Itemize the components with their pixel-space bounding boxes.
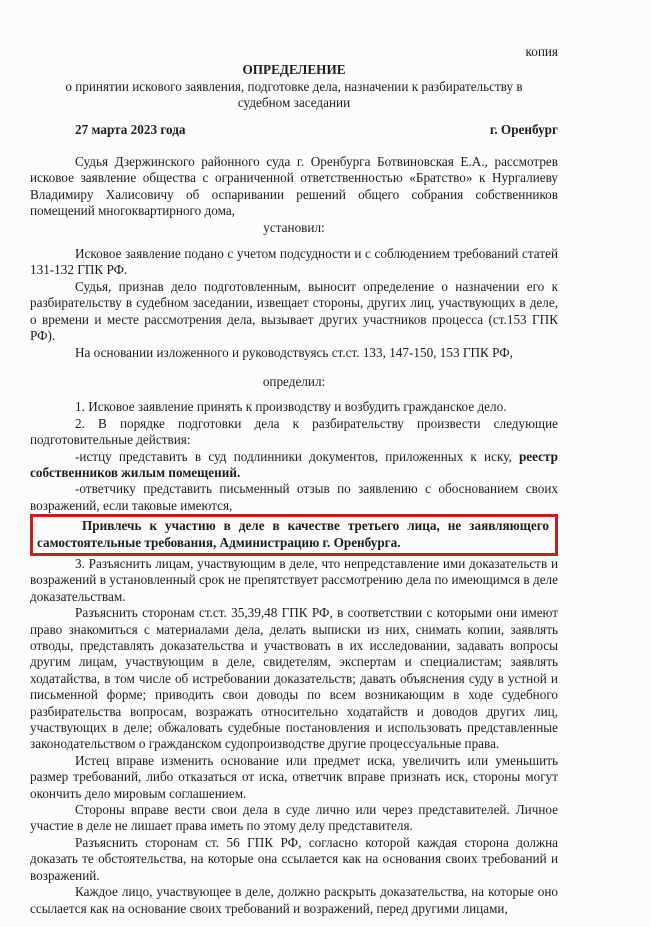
copy-label: копия	[525, 44, 558, 59]
ustanovil-heading: установил:	[263, 219, 325, 235]
document-city: г. Оренбург	[489, 121, 558, 137]
legal-basis-paragraph: На основании изложенного и руководствуясь ст.ст. 133, 147-150, 153 ГПК РФ,	[75, 344, 513, 360]
plaintiff-instruction: -истцу представить в суд подлинники документов, приложенных к иску,	[75, 448, 519, 464]
third-party-highlight-box: Привлечь к участию в деле в качестве третьего лица, не заявляющего самостоятельные требования, Администрацию г. Оренбурга.	[30, 514, 558, 556]
opredelil-heading: определил:	[262, 373, 326, 389]
ruling-item-2b: -ответчику представить письменный отзыв по заявлению с обоснованием своих возражений, если таковые имеются,	[30, 481, 558, 513]
case-prepared-paragraph: Судья, признав дело подготовленным, выносит определение о назначении его к разбирательству в судебном заседании, извещает стороны, других лиц, участвующих в деле, о времени и месте рассмотрения дела, вызывает других участников процесса (ст.153 ГПК РФ).	[30, 278, 558, 344]
ruling-item-2a	[30, 449, 558, 482]
jurisdiction-paragraph: Исковое заявление подано с учетом подсудности и с соблюдением требований статей 131-132 ГПК РФ.	[30, 246, 558, 278]
claim-change-paragraph: Истец вправе изменить основание или предмет иска, увеличить или уменьшить размер требований, либо отказаться от иска, ответчик вправе признать иск, стороны могут окончить дело мировым соглашением.	[30, 752, 558, 801]
disclosure-paragraph: Каждое лицо, участвующее в деле, должно раскрыть доказательства, на которые оно ссылается как на основание своих требований и возражений, перед другими лицами,	[30, 884, 558, 916]
ruling-item-2: 2. В порядке подготовки дела к разбирательству произвести следующие подготовительные действия:	[30, 415, 558, 448]
intro-paragraph: Судья Дзержинского районного суда г. Оренбурга Ботвиновская Е.А., рассмотрев исковое заявление общества с ограниченной ответственностью «Братство» к Нургалиеву Владимиру Халисовичу об оспаривании решений общего собрания собственников помещений многоквартирного дома,	[30, 154, 558, 219]
burden-of-proof-paragraph: Разъяснить сторонам ст. 56 ГПК РФ, согласно которой каждая сторона должна доказать те обстоятельства, на которые она ссылается как на основания своих требований и возражений.	[30, 834, 558, 883]
representation-paragraph: Стороны вправе вести свои дела в суде лично или через представителей. Личное участие в деле не лишает права иметь по этому делу представителя.	[30, 802, 558, 834]
date-row	[30, 122, 558, 138]
plaintiff-instruction-bold: реестр собственников жилым помещений.	[30, 448, 558, 480]
document-date: 27 марта 2023 года	[75, 121, 186, 137]
ruling-item-1: 1. Исковое заявление принять к производству и возбудить гражданское дело.	[75, 399, 507, 415]
parties-rights-paragraph: Разъяснить сторонам ст.ст. 35,39,48 ГПК РФ, в соответствии с которыми они имеют право знакомиться с материалами дела, делать выписки из них, снимать копии, заявлять отводы, представлять доказательства и участвовать в их исследовании, задавать вопросы другим лицам, участвующим в деле, свидетелям, экспертам и специалистам; заявлять ходатайства, в том числе об истребовании доказательств; давать объяснения суду в устной и письменной форме; приводить свои доводы по всем возникающим в ходе судебного разбирательства вопросам, возражать относительно ходатайств и доводов других лиц, участвующих в деле; обжаловать судебные постановления и использовать представленные законодательством о гражданском судопроизводстве другие процессуальные права.	[30, 605, 558, 752]
document-subtitle: о принятии искового заявления, подготовке дела, назначении к разбирательству в судебном заседании	[65, 78, 523, 111]
document-title: ОПРЕДЕЛЕНИЕ	[242, 62, 346, 78]
ruling-item-3: 3. Разъяснить лицам, участвующим в деле, что непредставление ими доказательств и возражений в установленный срок не препятствует рассмотрению дела по имеющимся в деле доказательствам.	[30, 555, 558, 604]
